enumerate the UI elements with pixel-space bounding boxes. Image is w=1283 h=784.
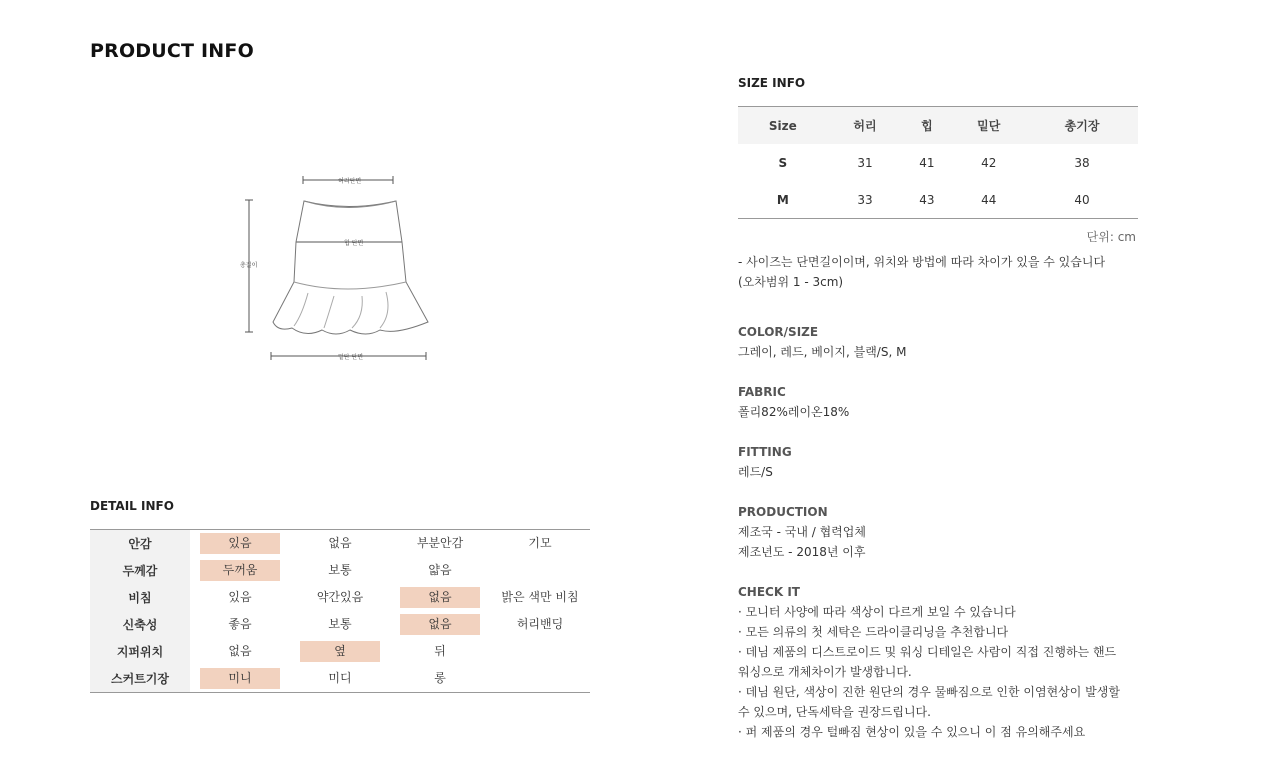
check-it-line: · 데님 제품의 디스트로이드 및 워싱 디테일은 사람이 직접 진행하는 핸드: [738, 645, 1117, 659]
detail-option: 약간있음: [316, 590, 364, 604]
size-info-heading: SIZE INFO: [738, 76, 806, 90]
color-size-text: 그레이, 레드, 베이지, 블랙/S, M: [738, 345, 907, 359]
detail-option: [500, 667, 580, 688]
detail-option: [500, 640, 580, 661]
fitting-heading: FITTING: [738, 445, 792, 459]
detail-row-label: 신축성: [90, 611, 190, 638]
hip-measure-label: 힙 단면: [344, 240, 364, 247]
detail-option-cell: [490, 611, 590, 638]
detail-option: 없음: [328, 536, 352, 550]
waist-measure-label: 허리단면: [338, 178, 362, 185]
size-col-header: 총기장: [1026, 107, 1138, 145]
length-measure-label: 총길이: [240, 262, 258, 269]
detail-info-table: [90, 529, 590, 693]
detail-option: 얇음: [428, 563, 452, 577]
detail-row: [90, 665, 590, 693]
detail-option-selected: 두꺼움: [200, 560, 280, 581]
size-cell: M: [776, 192, 789, 207]
detail-option: 기모: [528, 536, 552, 550]
size-cell: 43: [919, 192, 935, 207]
size-col-header: 밑단: [951, 107, 1026, 145]
detail-row-label: 지퍼위치: [90, 638, 190, 665]
detail-option-selected: 없음: [400, 614, 480, 635]
size-table-row: [738, 144, 1138, 181]
detail-option: 없음: [228, 644, 252, 658]
detail-option-cell: [390, 530, 490, 558]
fabric-heading: FABRIC: [738, 385, 786, 399]
detail-option-cell: [290, 665, 390, 693]
detail-option-cell: [490, 557, 590, 584]
detail-row: [90, 557, 590, 584]
production-heading: PRODUCTION: [738, 505, 828, 519]
size-table-row: [738, 181, 1138, 219]
size-cell: 42: [981, 155, 997, 170]
detail-option-cell: [190, 584, 290, 611]
detail-row-label: 두께감: [90, 557, 190, 584]
color-size-heading: COLOR/SIZE: [738, 325, 819, 339]
production-line: 제조년도 - 2018년 이후: [738, 545, 866, 559]
detail-option-cell: [490, 665, 590, 693]
detail-row: [90, 584, 590, 611]
detail-option-cell: [290, 611, 390, 638]
size-note-line: (오차범위 1 - 3cm): [738, 275, 844, 289]
detail-option-cell: [390, 638, 490, 665]
detail-option-cell: [190, 638, 290, 665]
detail-option-cell: [190, 530, 290, 558]
detail-option-cell: [390, 665, 490, 693]
detail-option: 허리밴딩: [516, 617, 564, 631]
detail-option: 미디: [328, 671, 352, 685]
skirt-outline-drawing: [236, 170, 436, 370]
detail-option-cell: [390, 557, 490, 584]
detail-option-cell: [190, 665, 290, 693]
detail-option: [500, 559, 580, 580]
page-title: PRODUCT INFO: [90, 40, 254, 62]
detail-option-cell: [190, 611, 290, 638]
check-it-line: · 모니터 사양에 따라 색상이 다르게 보일 수 있습니다: [738, 605, 1016, 619]
detail-row-label: 스커트기장: [90, 665, 190, 693]
size-table-header-row: [738, 107, 1138, 145]
check-it-line: 수 있으며, 단독세탁을 권장드립니다.: [738, 705, 931, 719]
detail-option: 밝은 색만 비침: [501, 590, 579, 604]
detail-option: 보통: [328, 563, 352, 577]
detail-row: [90, 611, 590, 638]
production-line: 제조국 - 국내 / 협력업체: [738, 525, 866, 539]
size-cell: 41: [919, 155, 935, 170]
check-it-line: · 퍼 제품의 경우 털빠짐 현상이 있을 수 있으니 이 점 유의해주세요: [738, 725, 1086, 739]
detail-option-selected: 미니: [200, 668, 280, 689]
detail-info-heading: DETAIL INFO: [90, 499, 174, 513]
size-col-header: Size: [738, 107, 828, 145]
size-cell: 44: [981, 192, 997, 207]
unit-note: 단위: cm: [1086, 230, 1136, 244]
detail-option: 롱: [434, 671, 446, 685]
detail-row-label: 비침: [90, 584, 190, 611]
check-it-line: · 모든 의류의 첫 세탁은 드라이클리닝을 추천합니다: [738, 625, 1009, 639]
detail-option-cell: [390, 611, 490, 638]
detail-option-cell: [390, 584, 490, 611]
check-it-heading: CHECK IT: [738, 585, 800, 599]
size-note-line: - 사이즈는 단면길이이며, 위치와 방법에 따라 차이가 있을 수 있습니다: [738, 255, 1106, 269]
size-cell: 31: [857, 155, 873, 170]
detail-option-cell: [290, 557, 390, 584]
detail-option-cell: [290, 638, 390, 665]
size-cell: 40: [1074, 192, 1090, 207]
detail-option-cell: [290, 530, 390, 558]
size-col-header: 힙: [902, 107, 951, 145]
detail-option: 부분안감: [416, 536, 464, 550]
hem-measure-label: 밑단 단면: [338, 354, 364, 361]
detail-option: 좋음: [228, 617, 252, 631]
fitting-text: 레드/S: [738, 465, 773, 479]
detail-option-cell: [290, 584, 390, 611]
detail-option: 보통: [328, 617, 352, 631]
detail-row: [90, 638, 590, 665]
size-col-header: 허리: [828, 107, 903, 145]
size-cell: S: [778, 155, 788, 170]
detail-option-selected: 있음: [200, 533, 280, 554]
fabric-text: 폴리82%레이온18%: [738, 405, 850, 419]
detail-row: [90, 530, 590, 558]
detail-option-selected: 없음: [400, 587, 480, 608]
check-it-line: 워싱으로 개체차이가 발생합니다.: [738, 665, 912, 679]
skirt-size-diagram: [236, 170, 436, 370]
detail-option: 있음: [228, 590, 252, 604]
detail-option-cell: [190, 557, 290, 584]
detail-option-selected: 옆: [300, 641, 380, 662]
check-it-line: · 데님 원단, 색상이 진한 원단의 경우 물빠짐으로 인한 이염현상이 발생할: [738, 685, 1120, 699]
detail-option-cell: [490, 530, 590, 558]
detail-option-cell: [490, 584, 590, 611]
size-info-table: [738, 106, 1138, 219]
size-cell: 33: [857, 192, 873, 207]
size-cell: 38: [1074, 155, 1090, 170]
detail-row-label: 안감: [90, 530, 190, 558]
detail-option-cell: [490, 638, 590, 665]
detail-option: 뒤: [434, 644, 446, 658]
